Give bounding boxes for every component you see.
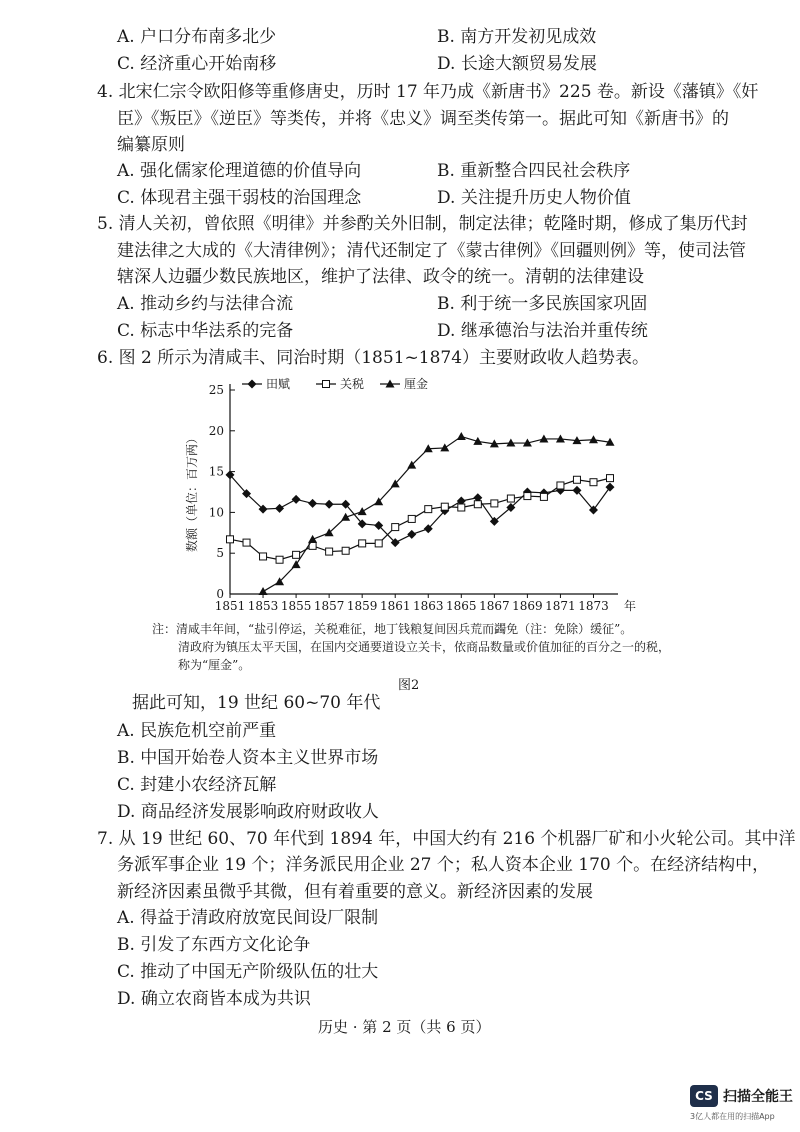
data-point-diamond bbox=[407, 530, 416, 539]
y-tick-label: 10 bbox=[208, 505, 224, 520]
data-point-triangle bbox=[292, 560, 301, 568]
data-point-triangle bbox=[440, 443, 449, 451]
q3-option-c: C. 经济重心开始南移 bbox=[117, 54, 277, 74]
q7-option-d: D. 确立农商皆本成为共识 bbox=[117, 989, 311, 1009]
chart-series bbox=[226, 432, 615, 595]
scanner-tagline: 3亿人都在用的扫描App bbox=[690, 1112, 775, 1121]
q3-option-b: B. 南方开发初见成效 bbox=[437, 27, 597, 47]
data-point-square bbox=[607, 475, 614, 482]
q5-stem-line-1: 5. 清人关初，曾依照《明律》并参酌关外旧制，制定法律；乾隆时期，修成了集历代封 bbox=[97, 214, 748, 234]
data-point-square bbox=[458, 504, 465, 511]
x-tick-label: 1851 bbox=[214, 599, 246, 613]
q6-option-c: C. 封建小农经济瓦解 bbox=[117, 775, 277, 795]
x-tick-label: 1871 bbox=[545, 599, 576, 613]
x-tick-label: 1869 bbox=[512, 599, 543, 613]
x-tick-label: 1861 bbox=[379, 599, 411, 613]
data-point-square bbox=[243, 539, 250, 546]
q6-stem: 6. 图 2 所示为清咸丰、同治时期（1851~1874）主要财政收人趋势表。 bbox=[97, 348, 650, 368]
q6-note-line-2: 清政府为镇压太平天国，在国内交通要道设立关卡，依商品数量或价值加征的百分之一的税， bbox=[178, 640, 671, 654]
legend-label: 田赋 bbox=[266, 377, 291, 391]
data-point-square bbox=[540, 493, 547, 500]
y-tick-label: 20 bbox=[208, 423, 224, 438]
data-point-diamond bbox=[606, 483, 615, 492]
scanner-watermark bbox=[690, 1083, 793, 1123]
data-point-square bbox=[491, 500, 498, 507]
data-point-square bbox=[408, 515, 415, 522]
data-point-square bbox=[425, 506, 432, 513]
data-point-diamond bbox=[325, 500, 334, 509]
legend-label: 厘金 bbox=[404, 377, 429, 391]
x-tick-label: 1863 bbox=[412, 599, 444, 613]
data-point-diamond bbox=[308, 499, 317, 508]
q4-option-c: C. 体现君主强干弱枝的治国理念 bbox=[117, 188, 362, 208]
series-line-diamond bbox=[230, 475, 610, 543]
x-tick-label: 1873 bbox=[578, 599, 609, 613]
data-point-triangle bbox=[259, 587, 268, 595]
data-point-square bbox=[326, 548, 333, 555]
q5-option-c: C. 标志中华法系的完备 bbox=[117, 321, 294, 341]
data-point-square bbox=[557, 482, 564, 489]
q4-stem-line-3: 编纂原则 bbox=[117, 135, 185, 155]
q4-stem-line-1: 4. 北宋仁宗令欧阳修等重修唐史，历时 17 年乃成《新唐书》225 卷。新设《藩镇》《奸 bbox=[97, 82, 759, 102]
y-tick-label: 25 bbox=[208, 383, 224, 397]
q4-option-b: B. 重新整合四民社会秩序 bbox=[437, 161, 631, 181]
y-tick-label: 5 bbox=[216, 546, 224, 561]
scanner-app-name: 扫描全能王 bbox=[723, 1089, 793, 1105]
q4-stem-line-2: 臣》《叛臣》《逆臣》等类传，并将《忠义》调至类传第一。据此可知《新唐书》的 bbox=[117, 109, 729, 129]
q5-option-b: B. 利于统一多民族国家巩固 bbox=[437, 294, 648, 314]
q6-option-a: A. 民族危机空前严重 bbox=[117, 721, 277, 741]
data-point-square bbox=[359, 540, 366, 547]
data-point-triangle bbox=[358, 507, 367, 515]
x-tick-label: 1857 bbox=[313, 599, 345, 613]
series-line-square bbox=[230, 478, 610, 560]
legend-marker-diamond bbox=[248, 380, 257, 389]
q6-note-line-1: 注：清咸丰年间，“盐引停运，关税难征，地丁钱粮复间因兵荒而蠲免（注：免除）缓征”。 bbox=[152, 622, 633, 636]
fiscal-revenue-line-chart bbox=[180, 376, 640, 616]
data-point-square bbox=[392, 524, 399, 531]
figure-label: 图2 bbox=[398, 678, 420, 693]
q5-option-d: D. 继承德治与法治并重传统 bbox=[437, 321, 648, 341]
data-point-square bbox=[375, 540, 382, 547]
q7-option-c: C. 推动了中国无产阶级队伍的壮大 bbox=[117, 962, 379, 982]
data-point-diamond bbox=[292, 495, 301, 504]
q4-option-a: A. 强化儒家伦理道德的价值导向 bbox=[117, 161, 362, 181]
q7-stem-line-2: 务派军事企业 19 个；洋务派民用企业 27 个；私人资本企业 170 个。在经济结构中， bbox=[117, 855, 770, 875]
q7-option-b: B. 引发了东西方文化论争 bbox=[117, 935, 311, 955]
y-tick-label: 15 bbox=[208, 464, 224, 479]
q6-option-b: B. 中国开始卷人资本主义世界市场 bbox=[117, 748, 379, 768]
x-tick-label: 1865 bbox=[446, 599, 477, 613]
q6-lead: 据此可知，19 世纪 60~70 年代 bbox=[132, 693, 381, 713]
legend-marker-square bbox=[323, 381, 330, 388]
data-point-triangle bbox=[589, 435, 598, 443]
data-point-square bbox=[260, 553, 267, 560]
x-tick-label: 1867 bbox=[479, 599, 510, 613]
y-axis-label: 数额（单位：百万两） bbox=[185, 431, 199, 553]
data-point-diamond bbox=[275, 504, 284, 513]
y-tick-label: 0 bbox=[216, 587, 224, 601]
data-point-square bbox=[276, 556, 283, 563]
data-point-square bbox=[474, 501, 481, 508]
series-line-triangle bbox=[263, 437, 610, 592]
data-point-square bbox=[441, 503, 448, 510]
page-footer: 历史 · 第 2 页（共 6 页） bbox=[318, 1018, 491, 1036]
q7-stem-line-3: 新经济因素虽微乎其微，但有着重要的意义。新经济因素的发展 bbox=[117, 882, 593, 902]
chart-legend bbox=[242, 376, 428, 391]
data-point-triangle bbox=[457, 432, 466, 440]
data-point-square bbox=[573, 476, 580, 483]
data-point-square bbox=[590, 479, 597, 486]
x-tick-label: 1855 bbox=[280, 599, 312, 613]
q6-option-d: D. 商品经济发展影响政府财政收人 bbox=[117, 802, 379, 822]
q4-option-d: D. 关注提升历史人物价值 bbox=[437, 188, 631, 208]
data-point-square bbox=[507, 495, 514, 502]
legend-label: 关税 bbox=[340, 377, 365, 391]
data-point-square bbox=[227, 536, 234, 543]
q3-option-a: A. 户口分布南多北少 bbox=[117, 27, 277, 47]
data-point-triangle bbox=[308, 535, 317, 543]
x-axis-unit: 年 bbox=[624, 599, 637, 613]
q3-option-d: D. 长途大额贸易发展 bbox=[437, 54, 597, 74]
q6-note-line-3: 称为“厘金”。 bbox=[178, 658, 251, 672]
q5-stem-line-3: 辖深人边疆少数民族地区，维护了法律、政令的统一。清朝的法律建设 bbox=[117, 267, 644, 287]
x-tick-label: 1859 bbox=[346, 599, 378, 613]
q7-option-a: A. 得益于清政府放宽民间设厂限制 bbox=[117, 908, 379, 928]
data-point-square bbox=[293, 551, 300, 558]
q7-stem-line-1: 7. 从 19 世纪 60、70 年代到 1894 年，中国大约有 216 个机器厂矿和小火轮公司。其中洋 bbox=[97, 829, 796, 849]
q5-stem-line-2: 建法律之大成的《大清律例》；清代还制定了《蒙古律例》《回疆则例》等，使司法管 bbox=[117, 241, 746, 261]
data-point-square bbox=[524, 493, 531, 500]
data-point-square bbox=[342, 547, 349, 554]
q5-option-a: A. 推动乡约与法律合流 bbox=[117, 294, 294, 314]
x-tick-label: 1853 bbox=[247, 599, 279, 613]
scanner-logo-icon: CS bbox=[690, 1085, 718, 1107]
